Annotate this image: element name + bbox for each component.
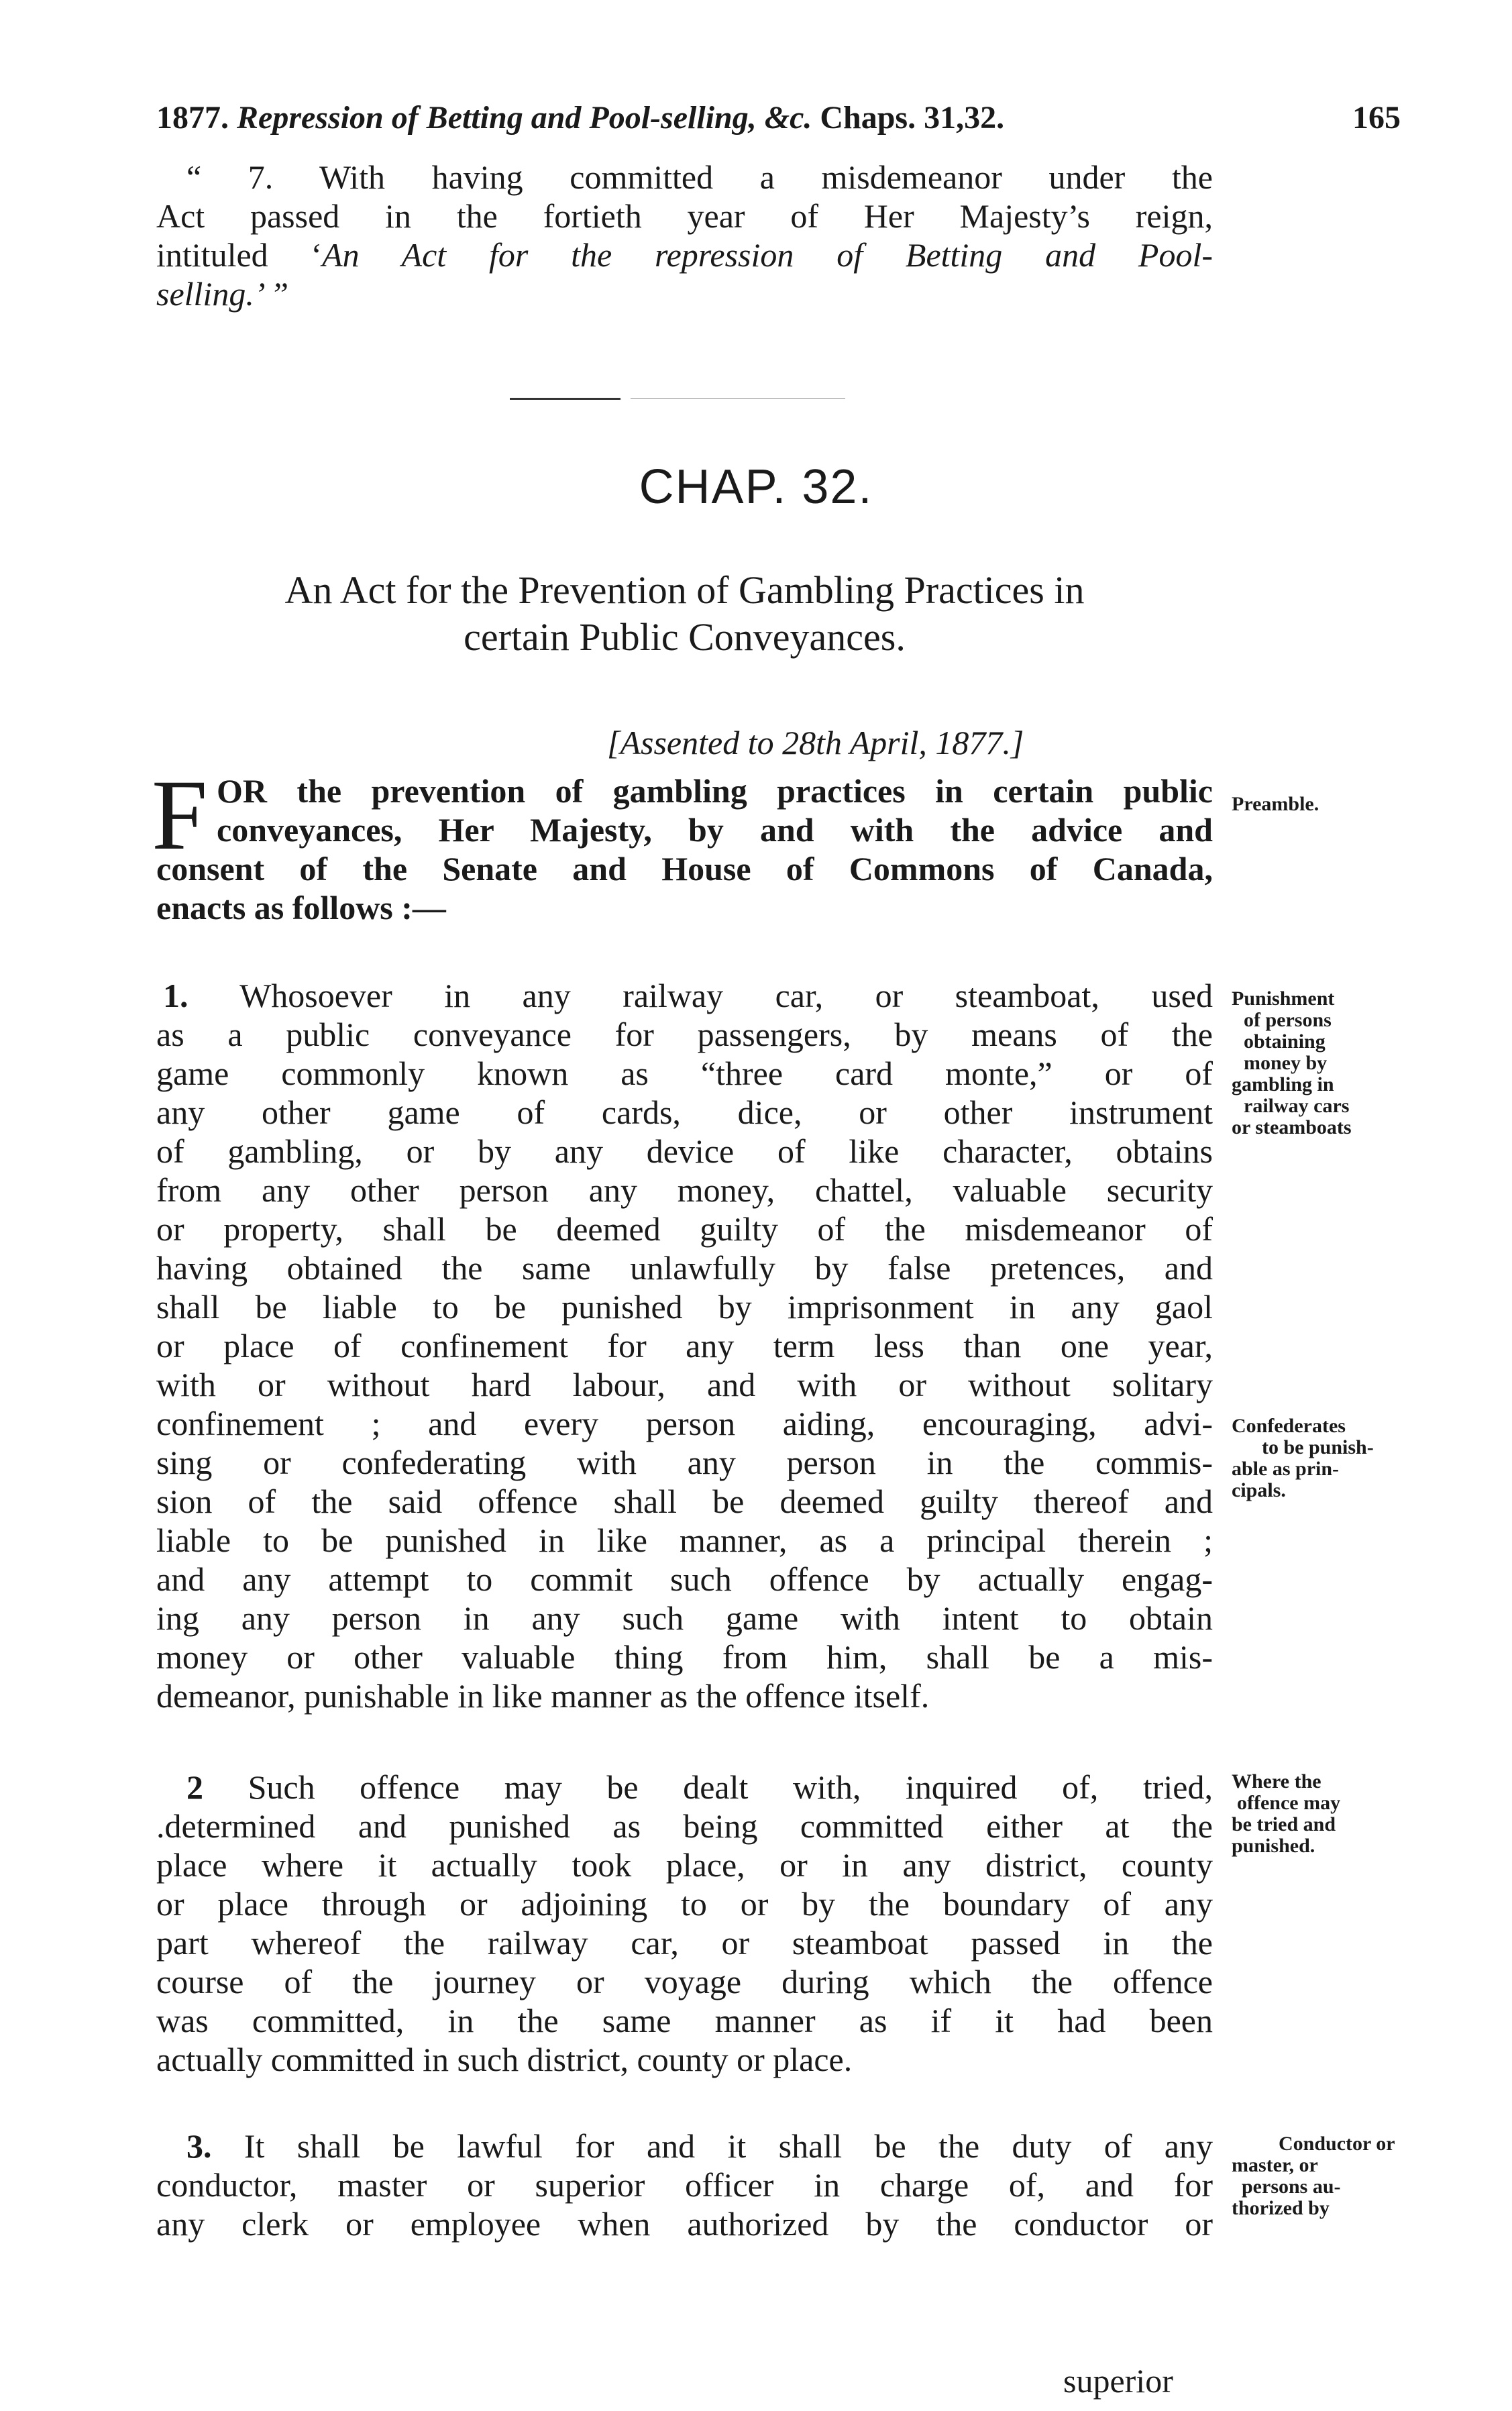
prev-line: selling.’ ” [156,275,289,313]
section-line: having obtained the same unlawfully by false pretences, and [156,1249,1213,1287]
margin-line: railway cars [1244,1095,1350,1117]
margin-note-preamble [1232,794,1433,815]
section-line: demeanor, punishable in like manner as the offence itself. [156,1677,930,1715]
margin-line: of persons [1244,1009,1332,1031]
section-line [156,1768,1213,1807]
preamble-line: OR the prevention of gambling practices in certain public [217,772,1213,810]
section-divider [510,398,620,400]
section-line: actually committed in such district, county or place. [156,2041,853,2078]
header-title: Repression of Betting and Pool-selling, &c. [237,100,812,136]
section-1 [156,976,1213,1715]
margin-line: persons au- [1242,2176,1341,2198]
act-title-line: certain Public Conveyances. [464,615,906,659]
section-line: and any attempt to commit such offence by actually engag- [156,1560,1213,1598]
section-line: with or without hard labour, and with or without solitary [156,1366,1213,1403]
preamble [156,771,1213,927]
margin-line: able as prin- [1232,1458,1340,1480]
section-line: confinement ; and every person aiding, encouraging, advi- [156,1405,1213,1442]
section-line: place where it actually took place, or in any district, county [156,1846,1213,1884]
header-line [156,99,1004,136]
margin-line: offence may [1237,1792,1341,1814]
margin-note-confederates [1232,1415,1433,1501]
assented-date: [Assented to 28th April, 1877.] [607,724,1024,761]
section-number: 2 [186,1768,203,1806]
preamble-line: conveyances, Her Majesty, by and with the advice and [217,811,1213,849]
margin-line: obtaining [1244,1030,1326,1053]
section-2 [156,1768,1213,2079]
section-divider-faint [631,398,845,399]
section-line: .determined and punished as being committed either at the [156,1807,1213,1845]
section-line: sion of the said offence shall be deemed guilty thereof and [156,1483,1213,1520]
margin-line: Preamble. [1232,793,1319,815]
act-title [156,567,1213,661]
margin-line: cipals. [1232,1479,1286,1501]
header-chapters: Chaps. 31,32. [820,100,1005,136]
margin-line: punished. [1232,1835,1315,1857]
section-line: money or other valuable thing from him, shall be a mis- [156,1638,1213,1676]
margin-line: or steamboats [1232,1116,1352,1138]
section-line: as a public conveyance for passengers, by means of the [156,1016,1213,1053]
section-line [156,976,1213,1015]
section-line: sing or confederating with any person in the commis- [156,1444,1213,1481]
margin-line: master, or [1232,2154,1318,2176]
page-number: 165 [1352,100,1401,136]
margin-line: Punishment [1232,987,1335,1010]
prev-line: “ 7. With having committed a misdemeanor under the [186,158,1213,196]
prev-line: Act passed in the fortieth year of Her Majesty’s reign, [156,197,1213,235]
section-line: game commonly known as “three card monte,” or of [156,1055,1213,1092]
chapter-number: CHAP. 32. [639,460,873,514]
margin-line: thorized by [1232,2197,1330,2219]
section-line: or place through or adjoining to or by the boundary of any [156,1885,1213,1923]
margin-note-punishment [1232,988,1433,1138]
section-line: from any other person any money, chattel, valuable security [156,1171,1213,1209]
section-line: part whereof the railway car, or steamboat passed in the [156,1924,1213,1962]
prev-intituled: intituled ‘ [156,236,323,274]
section-line: or place of confinement for any term less than one year, [156,1327,1213,1364]
section-line: any clerk or employee when authorized by the conductor or [156,2205,1213,2243]
section-line: was committed, in the same manner as if it had been [156,2002,1213,2039]
section-line: ing any person in any such game with intent to obtain [156,1599,1213,1637]
margin-line: Where the [1232,1770,1321,1792]
section-line: of gambling, or by any device of like character, obtains [156,1132,1213,1170]
prev-line [156,235,1213,274]
section-text: Such offence may be dealt with, inquired of, tried, [248,1768,1213,1806]
section-line: any other game of cards, dice, or other instrument [156,1093,1213,1131]
header-year: 1877. [156,100,229,136]
preamble-line: enacts as follows :— [156,889,446,926]
section-line: course of the journey or voyage during which the offence [156,1963,1213,2000]
margin-line: to be punish- [1262,1436,1374,1458]
section-number: 1. [163,977,188,1014]
margin-line: gambling in [1232,1073,1334,1095]
margin-line: Confederates [1232,1415,1346,1437]
act-title-line: An Act for the Prevention of Gambling Practices in [284,568,1085,612]
margin-line: be tried and [1232,1813,1336,1835]
margin-note-conductor [1232,2133,1480,2219]
margin-note-where-tried [1232,1771,1433,1857]
section-line: or property, shall be deemed guilty of the misdemeanor of [156,1210,1213,1248]
drop-cap: F [152,759,208,871]
preamble-line: consent of the Senate and House of Commons of Canada, [156,850,1213,888]
section-line [156,2127,1213,2165]
margin-line: money by [1244,1052,1328,1074]
section-text: Whosoever in any railway car, or steamboat, used [239,977,1213,1014]
section-line: conductor, master or superior officer in charge of, and for [156,2166,1213,2204]
section-number: 3. [186,2127,212,2165]
section-line: liable to be punished in like manner, as a principal therein ; [156,1521,1213,1559]
section-3 [156,2127,1213,2243]
prev-section-7 [156,158,1213,313]
section-text: It shall be lawful for and it shall be the duty of any [244,2127,1213,2165]
margin-line: Conductor or [1279,2133,1395,2155]
running-header [156,99,1401,146]
catchword: superior [1063,2362,1173,2400]
prev-act-name: An Act for the repression of Betting and Pool- [322,236,1213,274]
section-line: shall be liable to be punished by imprisonment in any gaol [156,1288,1213,1326]
